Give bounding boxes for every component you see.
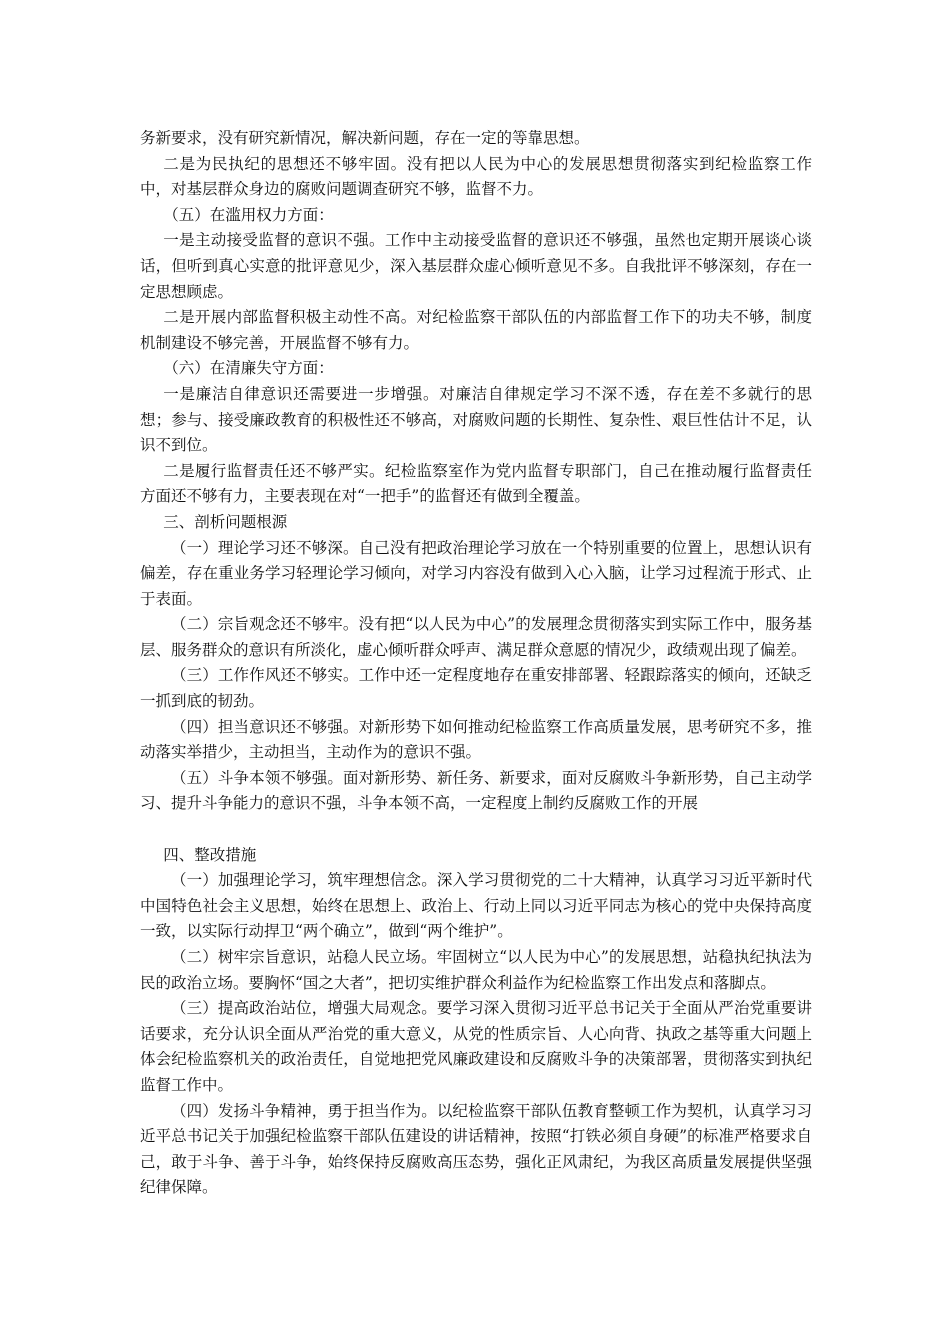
paragraph: （三）提高政治站位，增强大局观念。要学习深入贯彻习近平总书记关于全面从严治党重要讲话要求，充分认识全面从严治党的重大意义，从党的性质宗旨、人心向背、执政之基等重大问题上体会纪检监察机关的政治责任，自觉地把党风廉政建设和反腐败斗争的决策部署，贯彻落实到执纪监督工作中。 [140,999,812,1094]
section-heading: 三、剖析问题根源 [163,512,288,531]
paragraph: （四）发扬斗争精神，勇于担当作为。以纪检监察干部队伍教育整顿工作为契机，认真学习习近平总书记关于加强纪检监察干部队伍建设的讲话精神，按照“打铁必须自身硬”的标准严格要求自己，敢于斗争、善于斗争，始终保持反腐败高压态势，强化正风肃纪，为我区高质量发展提供坚强纪律保障。 [140,1101,812,1197]
subsection-heading: （五）在滥用权力方面： [163,205,334,224]
paragraph: （五）斗争本领不够强。面对新形势、新任务、新要求，面对反腐败斗争新形势，自己主动学习、提升斗争能力的意识不强，斗争本领不高，一定程度上制约反腐败工作的开展 [140,768,812,813]
subsection-heading: （六）在清廉失守方面： [163,359,334,378]
paragraph: （四）担当意识还不够强。对新形势下如何推动纪检监察工作高质量发展，思考研究不多，推动落实举措少，主动担当，主动作为的意识不强。 [140,717,812,762]
paragraph: 二是开展内部监督积极主动性不高。对纪检监察干部队伍的内部监督工作下的功夫不够，制度机制建设不够完善，开展监督不够有力。 [140,308,812,352]
section-heading: 四、整改措施 [163,845,257,864]
paragraph: （一）加强理论学习，筑牢理想信念。深入学习贯彻党的二十大精神，认真学习习近平新时代中国特色社会主义思想，始终在思想上、政治上、行动上同以习近平同志为核心的党中央保持高度一致，以实际行动捍卫“两个确立”，做到“两个维护”。 [140,871,812,941]
paragraph: 二是为民执纪的思想还不够牢固。没有把以人民为中心的发展思想贯彻落实到纪检监察工作中，对基层群众身边的腐败问题调查研究不够，监督不力。 [140,154,812,199]
paragraph: 二是履行监督责任还不够严实。纪检监察室作为党内监督专职部门，自己在推动履行监督责任方面还不够有力，主要表现在对“一把手”的监督还有做到全覆盖。 [140,461,812,506]
paragraph: （三）工作作风还不够实。工作中还一定程度地存在重安排部署、轻跟踪落实的倾向，还缺乏一抓到底的韧劲。 [140,666,812,711]
document-body [140,126,812,1201]
blank-line [140,817,812,843]
paragraph: （二）宗旨观念还不够牢。没有把“以人民为中心”的发展理念贯彻落实到实际工作中，服务基层、服务群众的意识有所淡化，虚心倾听群众呼声、满足群众意愿的情况少，政绩观出现了偏差。 [140,615,812,659]
paragraph: 一是廉洁自律意识还需要进一步增强。对廉洁自律规定学习不深不透，存在差不多就行的思想；参与、接受廉政教育的积极性还不够高，对腐败问题的长期性、复杂性、艰巨性估计不足，认识不到位。 [140,384,812,455]
paragraph: （一）理论学习还不够深。自己没有把政治理论学习放在一个特别重要的位置上，思想认识有偏差，存在重业务学习轻理论学习倾向，对学习内容没有做到入心入脑，让学习过程流于形式、止于表面。 [140,538,812,608]
paragraph: （二）树牢宗旨意识，站稳人民立场。牢固树立“以人民为中心”的发展思想，站稳执纪执法为民的政治立场。要胸怀“国之大者”，把切实维护群众利益作为纪检监察工作出发点和落脚点。 [140,948,812,992]
paragraph: 一是主动接受监督的意识不强。工作中主动接受监督的意识还不够强，虽然也定期开展谈心谈话，但听到真心实意的批评意见少，深入基层群众虚心倾听意见不多。自我批评不够深刻，存在一定思想顾虑。 [140,231,812,301]
paragraph: 务新要求，没有研究新情况，解决新问题，存在一定的等靠思想。 [140,129,590,147]
